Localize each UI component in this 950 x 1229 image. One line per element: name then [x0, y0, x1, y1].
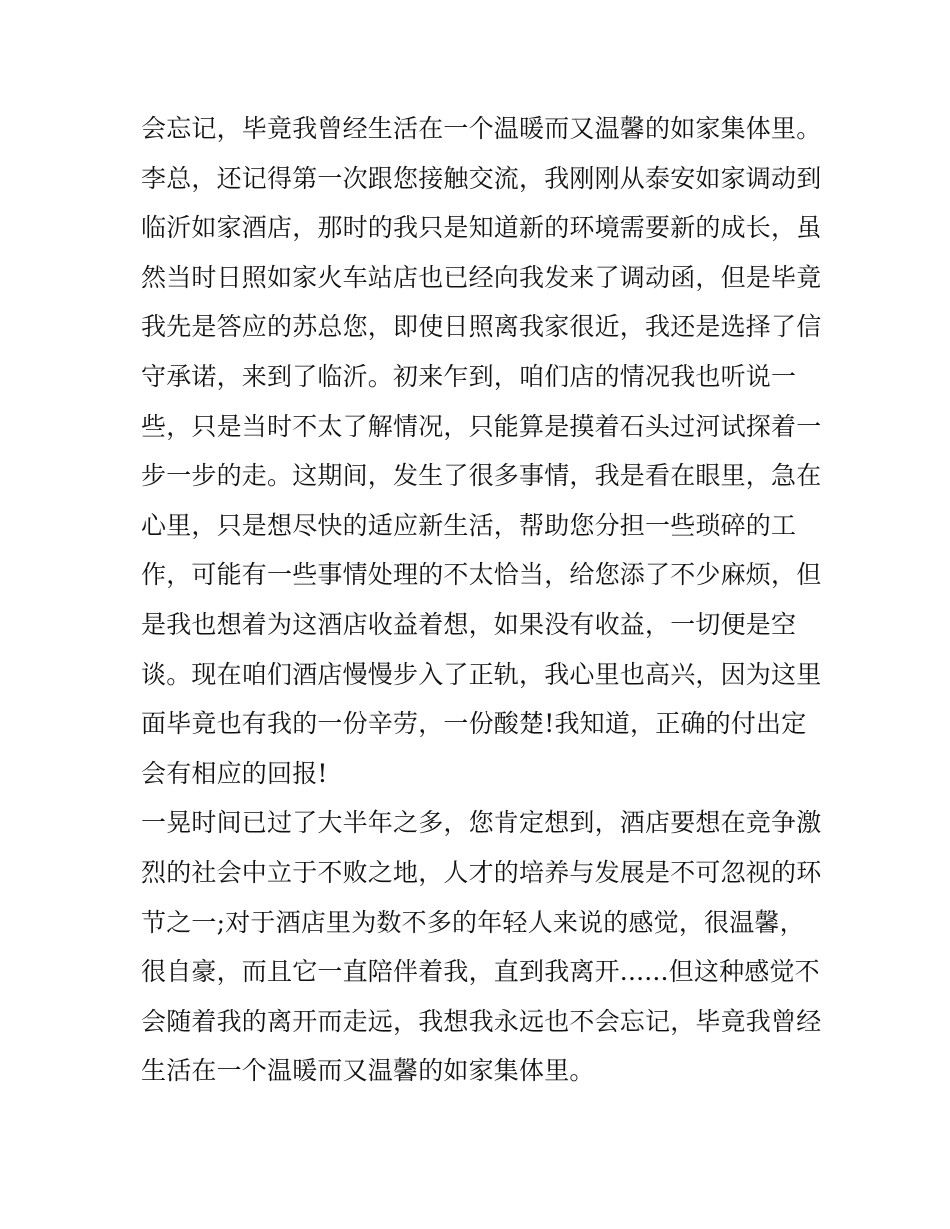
- text-line: 作，可能有一些事情处理的不太恰当，给您添了不少麻烦，但: [141, 560, 821, 590]
- text-line: 是我也想着为这酒店收益着想，如果没有收益，一切便是空: [141, 609, 797, 639]
- text-line: 很自豪，而且它一直陪伴着我，直到我离开......但这种感觉不: [141, 957, 820, 987]
- text-line: 李总，还记得第一次跟您接触交流，我刚刚从泰安如家调动到: [141, 163, 821, 193]
- text-line: 谈。现在咱们酒店慢慢步入了正轨，我心里也高兴，因为这里: [141, 659, 821, 689]
- text-line: 会忘记，毕竟我曾经生活在一个温暖而又温馨的如家集体里。: [141, 114, 821, 143]
- text-line: 守承诺，来到了临沂。初来乍到，咱们店的情况我也听说一: [141, 361, 797, 391]
- text-line: 然当时日照如家火车站店也已经向我发来了调动函，但是毕竟: [141, 262, 821, 292]
- text-line: 会有相应的回报!: [141, 758, 328, 788]
- text-line: 节之一;对于酒店里为数不多的年轻人来说的感觉，很温馨，: [141, 907, 805, 937]
- text-line: 我先是答应的苏总您，即使日照离我家很近，我还是选择了信: [141, 312, 821, 342]
- text-line: 步一步的走。这期间，发生了很多事情，我是看在眼里，急在: [141, 461, 821, 491]
- text-line: 会随着我的离开而走远，我想我永远也不会忘记，毕竟我曾经: [141, 1006, 821, 1036]
- text-line: 些，只是当时不太了解情况，只能算是摸着石头过河试探着一: [141, 411, 821, 441]
- text-line: 临沂如家酒店，那时的我只是知道新的环境需要新的成长，虽: [141, 213, 821, 243]
- text-line: 面毕竟也有我的一份辛劳，一份酸楚!我知道，正确的付出定: [141, 709, 807, 739]
- text-line: 一晃时间已过了大半年之多，您肯定想到，酒店要想在竞争激: [141, 808, 821, 838]
- text-line: 心里，只是想尽快的适应新生活，帮助您分担一些琐碎的工: [141, 510, 797, 540]
- body-text: [141, 104, 821, 1096]
- text-line: 烈的社会中立于不败之地，人才的培养与发展是不可忽视的环: [141, 857, 821, 887]
- text-line: 生活在一个温暖而又温馨的如家集体里。: [141, 1056, 595, 1086]
